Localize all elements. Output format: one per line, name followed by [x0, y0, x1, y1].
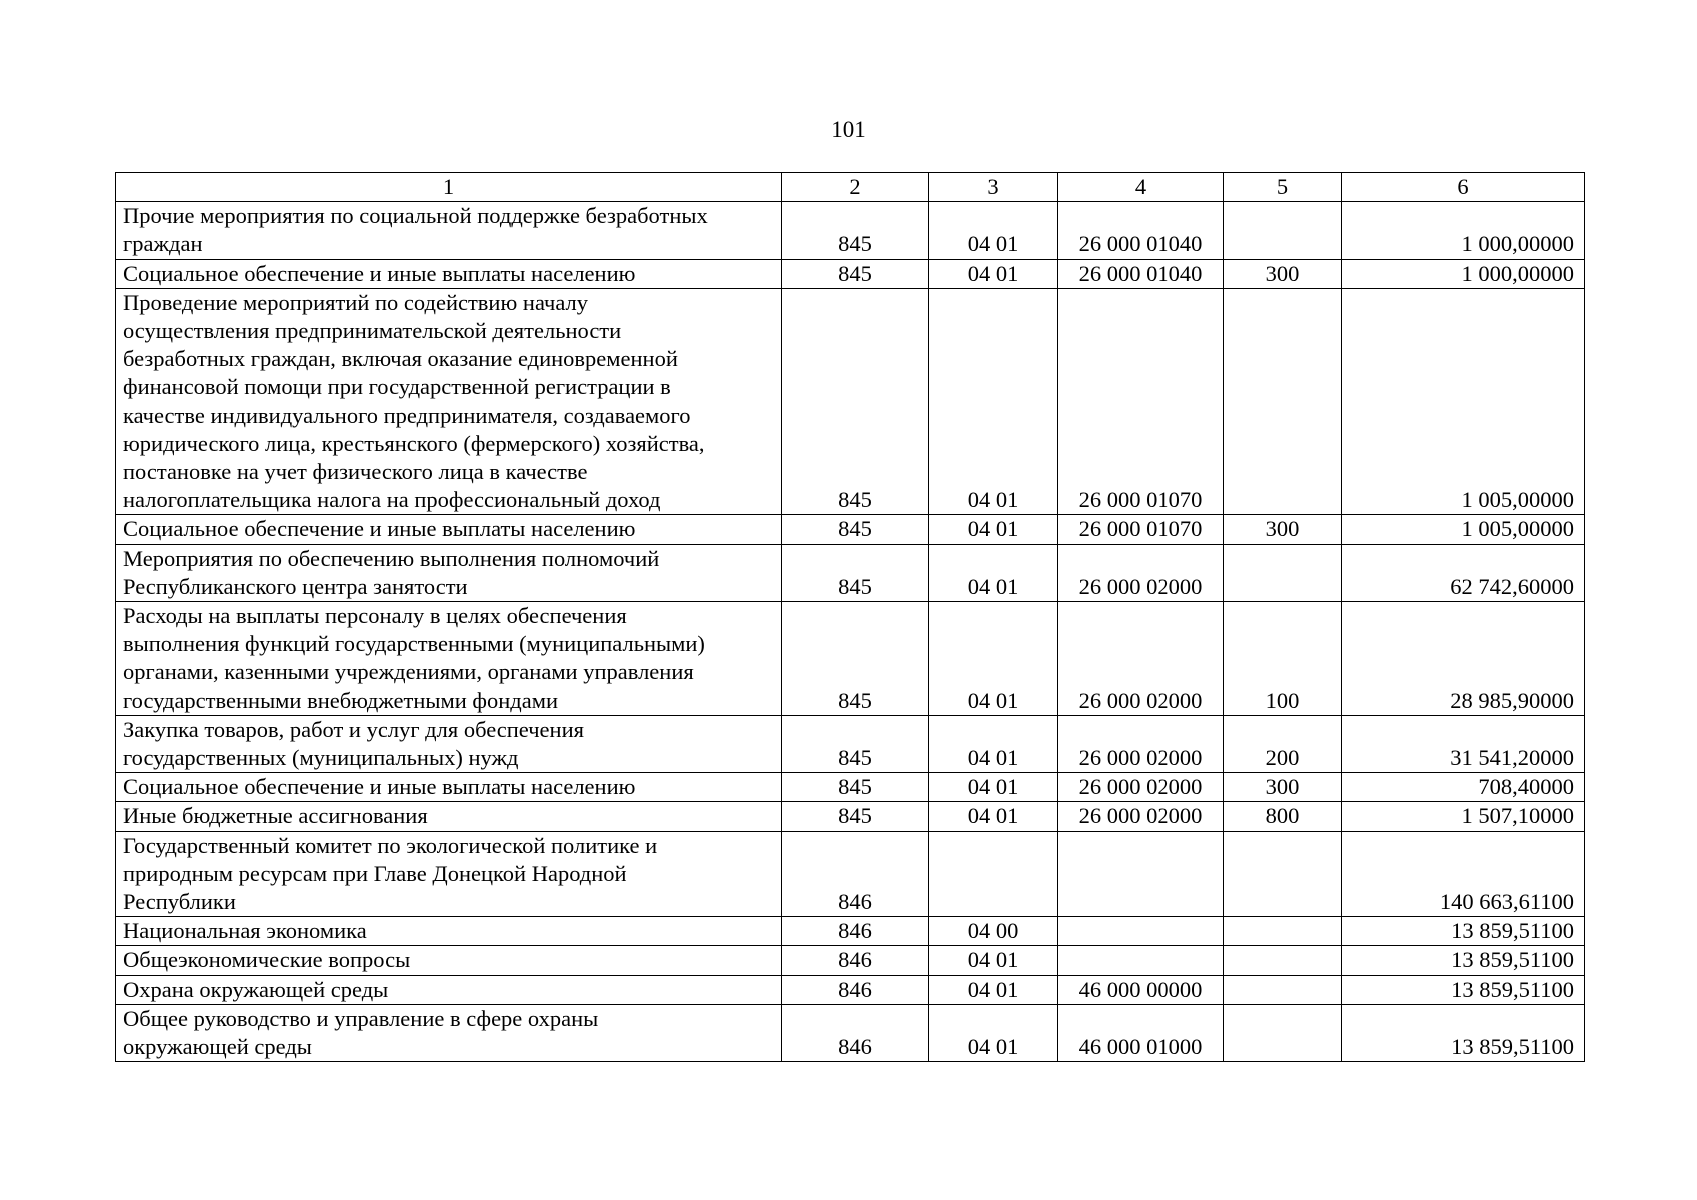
- target-article-cell: 46 000 00000: [1058, 975, 1224, 1004]
- column-header: 2: [782, 173, 929, 202]
- amount-cell: 28 985,90000: [1342, 602, 1585, 716]
- item-name-line: налогоплательщика налога на профессиональный доход: [123, 487, 661, 513]
- item-name-cell: [116, 1004, 782, 1061]
- item-name-line: Социальное обеспечение и иные выплаты населению: [123, 774, 636, 800]
- item-name-cell: [116, 946, 782, 975]
- ministry-code-cell: 845: [782, 259, 929, 288]
- target-article-cell: 26 000 01040: [1058, 202, 1224, 259]
- item-name-line: Национальная экономика: [123, 918, 367, 944]
- column-header: 4: [1058, 173, 1224, 202]
- item-name-line: органами, казенными учреждениями, органами управления: [123, 659, 694, 685]
- section-code-cell: 04 01: [929, 515, 1058, 544]
- amount-cell: 13 859,51100: [1342, 1004, 1585, 1061]
- item-name-line: качестве индивидуального предпринимателя, создаваемого: [123, 402, 691, 428]
- target-article-cell: 26 000 02000: [1058, 715, 1224, 772]
- expense-type-cell: 300: [1224, 515, 1342, 544]
- table-row: [116, 288, 1585, 515]
- item-name-cell: [116, 259, 782, 288]
- target-article-cell: 26 000 02000: [1058, 544, 1224, 601]
- item-name-line: Иные бюджетные ассигнования: [123, 803, 428, 829]
- ministry-code-cell: 846: [782, 1004, 929, 1061]
- section-code-cell: 04 01: [929, 975, 1058, 1004]
- expense-type-cell: [1224, 946, 1342, 975]
- amount-cell: 13 859,51100: [1342, 975, 1585, 1004]
- amount-cell: 1 000,00000: [1342, 259, 1585, 288]
- section-code-cell: 04 01: [929, 288, 1058, 515]
- item-name-line: Общее руководство и управление в сфере охраны: [123, 1005, 599, 1031]
- item-name-cell: [116, 802, 782, 831]
- column-header: 5: [1224, 173, 1342, 202]
- expense-type-cell: 300: [1224, 773, 1342, 802]
- ministry-code-cell: 846: [782, 917, 929, 946]
- item-name-line: Закупка товаров, работ и услуг для обеспечения: [123, 716, 584, 742]
- target-article-cell: 26 000 01070: [1058, 515, 1224, 544]
- table-row: [116, 202, 1585, 259]
- item-name-cell: [116, 515, 782, 544]
- table-row: [116, 802, 1585, 831]
- item-name-line: окружающей среды: [123, 1034, 312, 1060]
- target-article-cell: 46 000 01000: [1058, 1004, 1224, 1061]
- section-code-cell: 04 01: [929, 544, 1058, 601]
- item-name-line: выполнения функций государственными (муниципальными): [123, 631, 705, 657]
- item-name-line: граждан: [123, 231, 203, 257]
- ministry-code-cell: 845: [782, 773, 929, 802]
- item-name-line: Государственный комитет по экологической политике и: [123, 832, 658, 858]
- item-name-cell: [116, 544, 782, 601]
- item-name-line: Проведение мероприятий по содействию началу: [123, 289, 589, 315]
- item-name-line: Мероприятия по обеспечению выполнения полномочий: [123, 545, 660, 571]
- item-name-cell: [116, 202, 782, 259]
- item-name-line: Охрана окружающей среды: [123, 976, 389, 1002]
- table-row: [116, 917, 1585, 946]
- table-row: [116, 831, 1585, 917]
- ministry-code-cell: 845: [782, 515, 929, 544]
- column-header: 3: [929, 173, 1058, 202]
- ministry-code-cell: 846: [782, 975, 929, 1004]
- section-code-cell: 04 01: [929, 259, 1058, 288]
- item-name-cell: [116, 288, 782, 515]
- section-code-cell: 04 01: [929, 1004, 1058, 1061]
- item-name-line: Общеэкономические вопросы: [123, 947, 411, 973]
- amount-cell: 1 005,00000: [1342, 288, 1585, 515]
- target-article-cell: 26 000 02000: [1058, 773, 1224, 802]
- item-name-line: Социальное обеспечение и иные выплаты населению: [123, 260, 636, 286]
- item-name-line: безработных граждан, включая оказание единовременной: [123, 346, 678, 372]
- table-row: [116, 544, 1585, 601]
- item-name-line: Республики: [123, 889, 236, 915]
- amount-cell: 708,40000: [1342, 773, 1585, 802]
- item-name-line: государственных (муниципальных) нужд: [123, 745, 519, 771]
- item-name-line: юридического лица, крестьянского (фермерского) хозяйства,: [123, 430, 705, 456]
- item-name-cell: [116, 773, 782, 802]
- ministry-code-cell: 845: [782, 544, 929, 601]
- table-row: [116, 515, 1585, 544]
- ministry-code-cell: 845: [782, 715, 929, 772]
- section-code-cell: 04 01: [929, 802, 1058, 831]
- section-code-cell: 04 00: [929, 917, 1058, 946]
- expense-type-cell: [1224, 544, 1342, 601]
- ministry-code-cell: 845: [782, 602, 929, 716]
- page-number: 101: [831, 117, 866, 142]
- item-name-line: государственными внебюджетными фондами: [123, 687, 559, 713]
- table-row: [116, 1004, 1585, 1061]
- table-row: [116, 715, 1585, 772]
- section-code-cell: 04 01: [929, 602, 1058, 716]
- amount-cell: 140 663,61100: [1342, 831, 1585, 917]
- expense-type-cell: [1224, 202, 1342, 259]
- amount-cell: 31 541,20000: [1342, 715, 1585, 772]
- table-row: [116, 602, 1585, 716]
- section-code-cell: 04 01: [929, 946, 1058, 975]
- item-name-line: Прочие мероприятия по социальной поддержке безработных: [123, 203, 708, 229]
- item-name-line: осуществления предпринимательской деятельности: [123, 318, 622, 344]
- item-name-line: природным ресурсам при Главе Донецкой Народной: [123, 860, 627, 886]
- expense-type-cell: 200: [1224, 715, 1342, 772]
- amount-cell: 1 000,00000: [1342, 202, 1585, 259]
- target-article-cell: 26 000 01070: [1058, 288, 1224, 515]
- table-row: [116, 259, 1585, 288]
- section-code-cell: 04 01: [929, 202, 1058, 259]
- expense-type-cell: 300: [1224, 259, 1342, 288]
- item-name-cell: [116, 975, 782, 1004]
- column-header: 1: [116, 173, 782, 202]
- target-article-cell: [1058, 946, 1224, 975]
- table-row: [116, 975, 1585, 1004]
- target-article-cell: 26 000 02000: [1058, 602, 1224, 716]
- section-code-cell: [929, 831, 1058, 917]
- ministry-code-cell: 845: [782, 202, 929, 259]
- item-name-line: финансовой помощи при государственной регистрации в: [123, 374, 671, 400]
- item-name-cell: [116, 602, 782, 716]
- amount-cell: 13 859,51100: [1342, 946, 1585, 975]
- item-name-line: Социальное обеспечение и иные выплаты населению: [123, 516, 636, 542]
- target-article-cell: 26 000 01040: [1058, 259, 1224, 288]
- expense-type-cell: 100: [1224, 602, 1342, 716]
- column-header: 6: [1342, 173, 1585, 202]
- amount-cell: 62 742,60000: [1342, 544, 1585, 601]
- amount-cell: 1 507,10000: [1342, 802, 1585, 831]
- table-row: [116, 946, 1585, 975]
- expense-type-cell: 800: [1224, 802, 1342, 831]
- table-header-row: [116, 173, 1585, 202]
- ministry-code-cell: 846: [782, 831, 929, 917]
- item-name-cell: [116, 715, 782, 772]
- amount-cell: 1 005,00000: [1342, 515, 1585, 544]
- section-code-cell: 04 01: [929, 773, 1058, 802]
- expense-type-cell: [1224, 288, 1342, 515]
- item-name-line: Расходы на выплаты персоналу в целях обеспечения: [123, 603, 627, 629]
- target-article-cell: [1058, 831, 1224, 917]
- budget-table: [115, 172, 1585, 1062]
- item-name-cell: [116, 831, 782, 917]
- ministry-code-cell: 845: [782, 802, 929, 831]
- expense-type-cell: [1224, 917, 1342, 946]
- item-name-cell: [116, 917, 782, 946]
- ministry-code-cell: 846: [782, 946, 929, 975]
- target-article-cell: 26 000 02000: [1058, 802, 1224, 831]
- expense-type-cell: [1224, 975, 1342, 1004]
- amount-cell: 13 859,51100: [1342, 917, 1585, 946]
- item-name-line: Республиканского центра занятости: [123, 573, 468, 599]
- ministry-code-cell: 845: [782, 288, 929, 515]
- item-name-line: постановке на учет физического лица в качестве: [123, 459, 588, 485]
- section-code-cell: 04 01: [929, 715, 1058, 772]
- table-row: [116, 773, 1585, 802]
- expense-type-cell: [1224, 831, 1342, 917]
- target-article-cell: [1058, 917, 1224, 946]
- expense-type-cell: [1224, 1004, 1342, 1061]
